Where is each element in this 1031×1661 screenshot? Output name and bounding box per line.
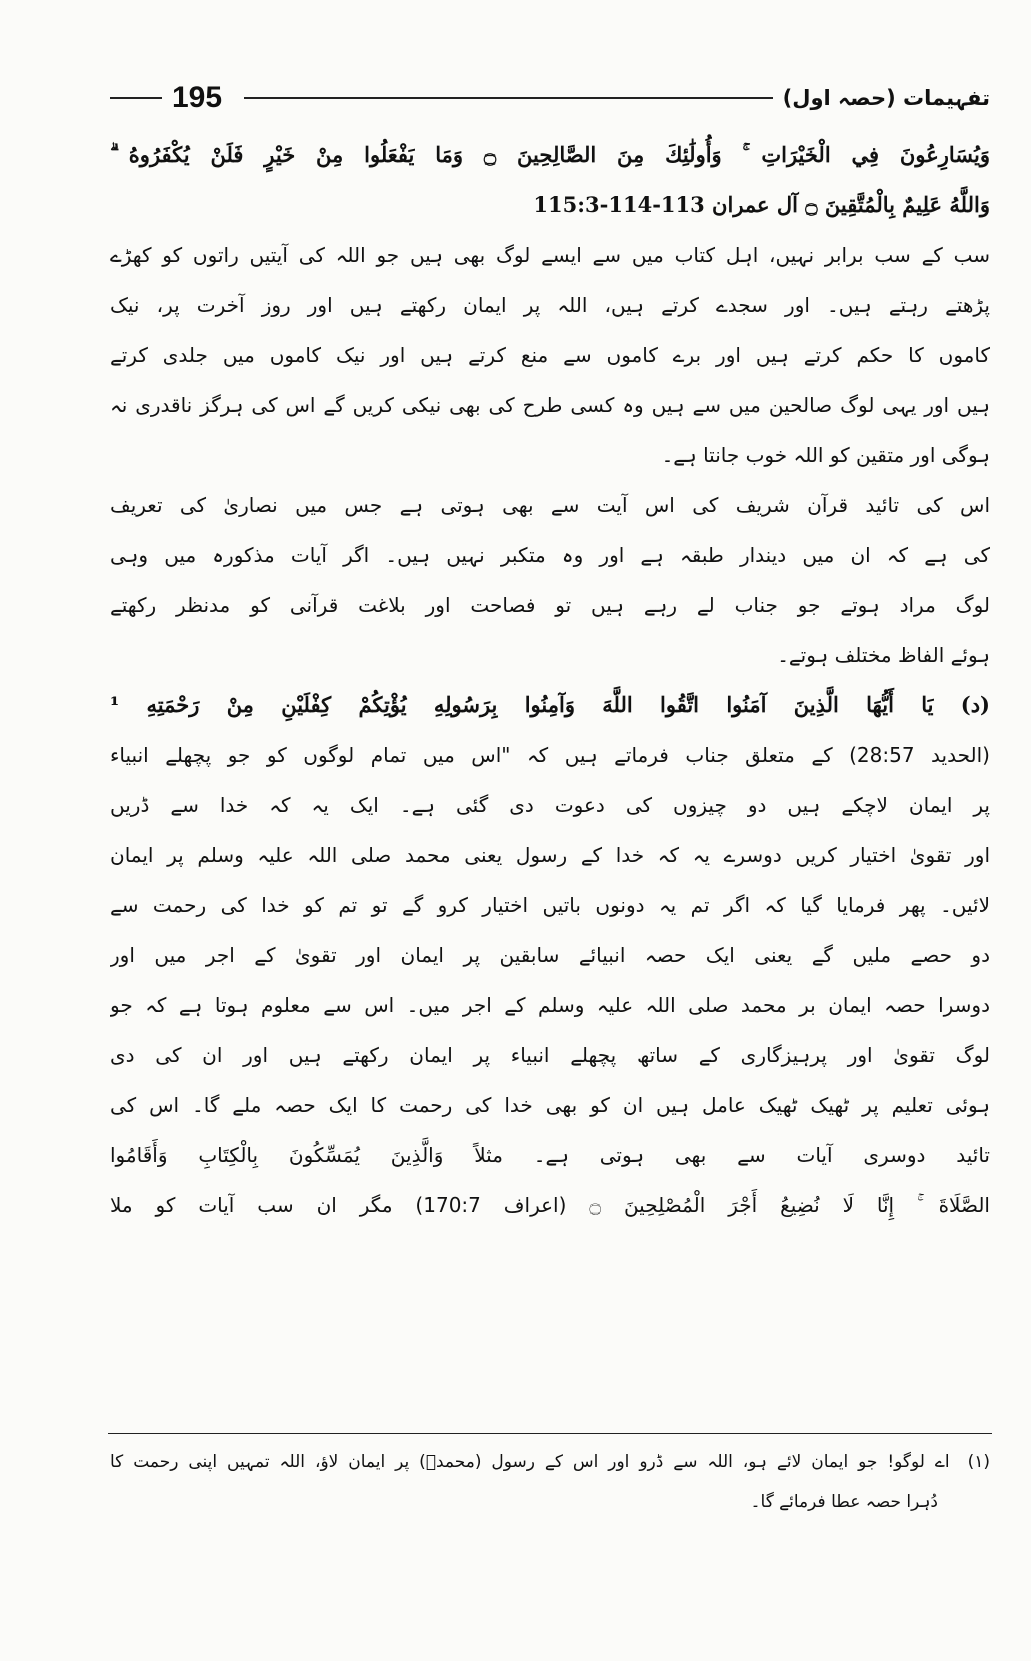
text-line: وَاللَّهُ عَلِيمٌ بِالْمُتَّقِينَ ۝ آل عمران 113-114-115:3 bbox=[533, 192, 990, 217]
footnote-text: اے لوگو! جو ایمان لائے ہو، اللہ سے ڈرو اور اس کے رسول (محمدؐ) پر ایمان لاؤ، اللہ تمہیں اپنی رحمت کا bbox=[110, 1452, 950, 1472]
text-line: (الحدید 28:57) کے متعلق جناب فرماتے ہیں کہ "اس میں تمام لوگوں کو جو پچھلے انبیاء bbox=[110, 743, 990, 767]
book-title: تفہیمات (حصہ اول) bbox=[782, 86, 990, 110]
text-line: سب کے سب برابر نہیں، اہل کتاب میں سے ایسے لوگ بھی ہیں جو اللہ کی آیتیں راتوں کو کھڑے bbox=[110, 243, 990, 267]
footnote-line bbox=[110, 1442, 990, 1482]
header-rule bbox=[244, 97, 773, 99]
text-line: دوسرا حصہ ایمان بر محمد صلی اللہ علیہ وسلم کے اجر میں۔ اس سے معلوم ہوتا ہے کہ جو bbox=[110, 993, 990, 1017]
text-line: الصَّلَاةَ ۚ إِنَّا لَا نُضِيعُ أَجْرَ الْمُصْلِحِينَ ۝ (اعراف 170:7) مگر ان سب آیات کو ملا bbox=[110, 1193, 990, 1217]
text-line: ہیں اور یہی لوگ صالحین میں سے ہیں وہ کسی طرح کی بھی نیکی کریں گے اس کی ہرگز ناقدری نہ bbox=[110, 393, 990, 417]
text-line: پر ایمان لاچکے ہیں دو چیزوں کی دعوت دی گئی ہے۔ ایک یہ کہ خدا سے ڈریں bbox=[110, 793, 990, 817]
footnote-text: دُہرا حصہ عطا فرمائے گا۔ bbox=[750, 1492, 938, 1512]
page-number: 195 bbox=[172, 81, 223, 114]
text-line: ہوگی اور متقین کو اللہ خوب جانتا ہے۔ bbox=[661, 443, 990, 467]
text-line: وَيُسَارِعُونَ فِي الْخَيْرَاتِ ۚ وَأُولَٰئِكَ مِنَ الصَّالِحِينَ ۝ وَمَا يَفْعَلُوا مِنْ خَيْرٍ فَلَنْ يُكْفَرُوهُ ۗ bbox=[110, 142, 990, 167]
text-line: اور تقویٰ اختیار کریں دوسرے یہ کہ خدا کے رسول یعنی محمد صلی اللہ علیہ وسلم پر ایمان bbox=[110, 843, 990, 867]
footnote-number: (۱) bbox=[967, 1452, 990, 1472]
text-line: لوگ تقویٰ اور پرہیزگاری کے ساتھ پچھلے انبیاء پر ایمان رکھتے ہیں اور ان کی دی bbox=[110, 1043, 990, 1067]
text-line: دو حصے ملیں گے یعنی ایک حصہ انبیائے سابقین پر ایمان اور تقویٰ کے اجر میں اور bbox=[110, 943, 990, 967]
text-line: پڑھتے رہتے ہیں۔ اور سجدے کرتے ہیں، اللہ پر ایمان رکھتے ہیں اور روز آخرت پر، نیک bbox=[110, 293, 990, 317]
text-line: لوگ مراد ہوتے جو جناب لے رہے ہیں تو فصاحت اور بلاغت قرآنی کو مدنظر رکھتے bbox=[110, 593, 990, 617]
text-line: ہوئی تعلیم پر ٹھیک ٹھیک عامل ہیں ان کو بھی خدا کی رحمت کا ایک حصہ ملے گا۔ اس کی bbox=[110, 1093, 990, 1117]
footnotes bbox=[110, 1442, 990, 1522]
text-line: (د) يَا أَيُّهَا الَّذِينَ آمَنُوا اتَّقُوا اللَّهَ وَآمِنُوا بِرَسُولِهِ يُؤْتِكُمْ كِفْلَيْنِ مِنْ رَحْمَتِهِ ¹ bbox=[110, 692, 990, 717]
footnote-rule bbox=[108, 1433, 992, 1434]
text-line: اس کی تائید قرآن شریف کی اس آیت سے بھی ہوتی ہے جس میں نصاریٰ کی تعریف bbox=[110, 493, 990, 517]
header-dash bbox=[110, 97, 162, 99]
footnote-line bbox=[110, 1482, 990, 1522]
text-line: ہوئے الفاظ مختلف ہوتے۔ bbox=[777, 643, 990, 667]
text-line: کی ہے کہ ان میں دیندار طبقہ ہے اور وہ متکبر نہیں ہیں۔ اگر آیات مذکورہ میں وہی bbox=[110, 543, 990, 567]
body-text bbox=[110, 130, 990, 1230]
page-header bbox=[110, 78, 990, 118]
text-line: کاموں کا حکم کرتے ہیں اور برے کاموں سے منع کرتے ہیں اور نیک کاموں میں جلدی کرتے bbox=[110, 343, 990, 367]
text-line: تائید دوسری آیات سے بھی ہوتی ہے۔ مثلاً وَالَّذِينَ يُمَسِّكُونَ بِالْكِتَابِ وَأَقَامُوا bbox=[110, 1143, 990, 1167]
text-line: لائیں۔ پھر فرمایا گیا کہ اگر تم یہ دونوں باتیں اختیار کرو گے تو تم کو خدا کی رحمت سے bbox=[110, 893, 990, 917]
